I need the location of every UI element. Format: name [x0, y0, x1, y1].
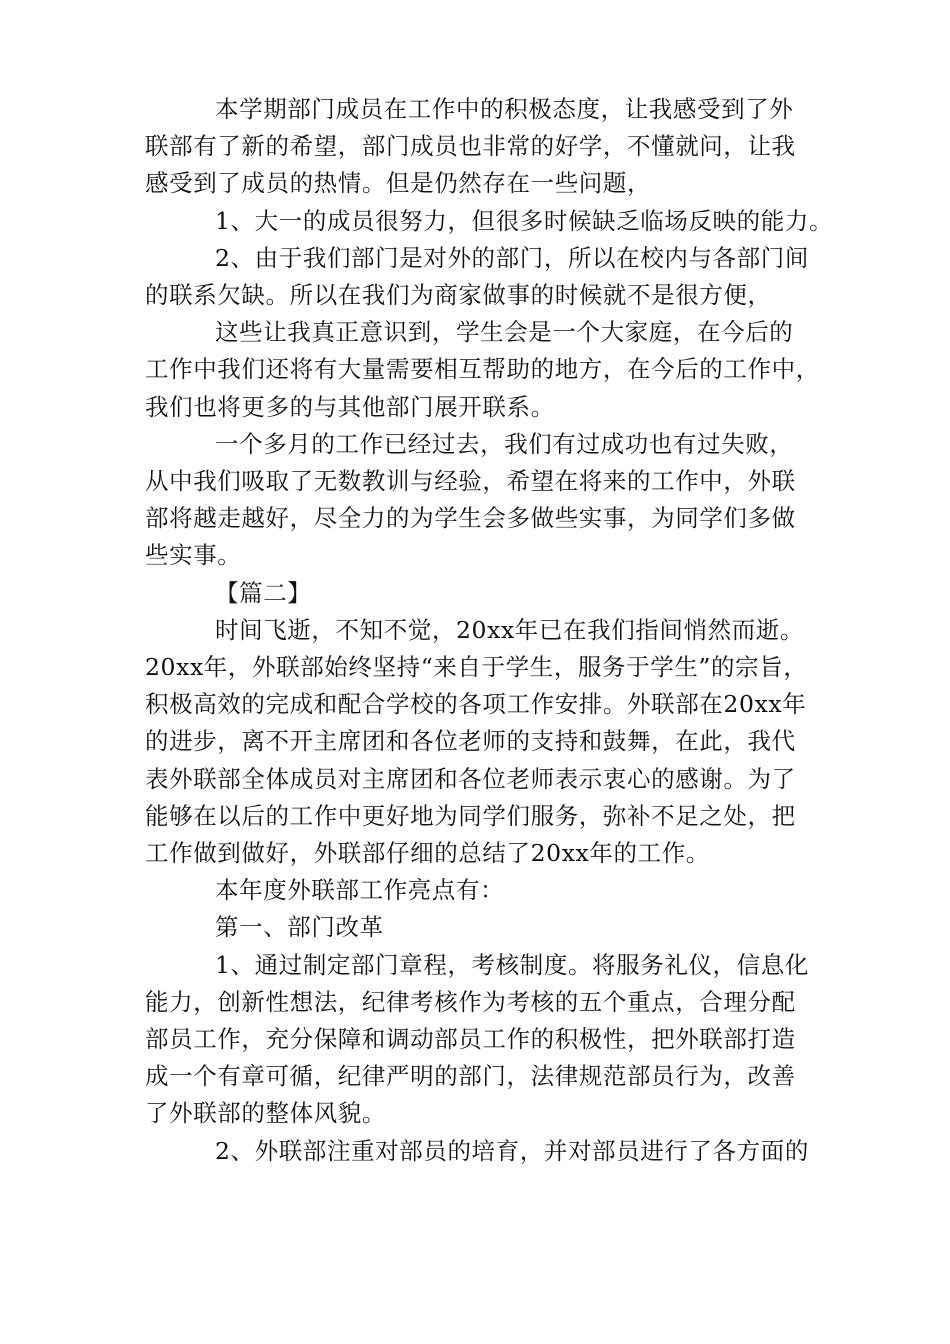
text-line: 些实事。 — [145, 541, 242, 570]
text-line: 感受到了成员的热情。但是仍然存在一些问题， — [145, 169, 652, 198]
text-line: 2、由于我们部门是对外的部门，所以在校内与各部门间 — [215, 243, 809, 272]
text-line: 的进步，离不开主席团和各位老师的支持和鼓舞，在此，我代 — [145, 727, 796, 756]
text-line: 工作中我们还将有大量需要相互帮助的地方，在今后的工作中， — [145, 355, 820, 384]
document-page — [145, 91, 834, 1170]
text-line: 工作做到做好，外联部仔细的总结了20xx年的工作。 — [145, 839, 710, 868]
text-line: 从中我们吸取了无数教训与经验，希望在将来的工作中，外联 — [145, 467, 796, 496]
text-line: 联部有了新的希望，部门成员也非常的好学，不懂就问，让我 — [145, 132, 796, 161]
text-line: 本年度外联部工作亮点有： — [215, 876, 505, 905]
text-line: 了外联部的整体风貌。 — [145, 1099, 386, 1128]
text-line: 表外联部全体成员对主席团和各位老师表示衷心的感谢。为了 — [145, 764, 796, 793]
text-line: 能够在以后的工作中更好地为同学们服务，弥补不足之处，把 — [145, 801, 796, 830]
text-line: 这些让我真正意识到，学生会是一个大家庭，在今后的 — [215, 318, 794, 347]
text-line: 部员工作，充分保障和调动部员工作的积极性，把外联部打造 — [145, 1025, 796, 1054]
section-heading: 【篇二】 — [215, 578, 312, 607]
text-line: 时间飞逝，不知不觉，20xx年已在我们指间悄然而逝。 — [215, 615, 805, 644]
text-line: 1、大一的成员很努力，但很多时候缺乏临场反映的能力。 — [215, 206, 834, 235]
text-line: 成一个有章可循，纪律严明的部门，法律规范部员行为，改善 — [145, 1062, 796, 1091]
text-line: 一个多月的工作已经过去，我们有过成功也有过失败， — [215, 429, 794, 458]
text-line: 部将越走越好，尽全力的为学生会多做些实事，为同学们多做 — [145, 504, 796, 533]
text-line: 本学期部门成员在工作中的积极态度，让我感受到了外 — [215, 95, 794, 123]
text-line: 1、通过制定部门章程，考核制度。将服务礼仪，信息化 — [215, 950, 809, 979]
text-line: 2、外联部注重对部员的培育，并对部员进行了各方面的 — [215, 1136, 809, 1165]
text-line: 能力，创新性想法，纪律考核作为考核的五个重点，合理分配 — [145, 987, 796, 1016]
text-line: 20xx年，外联部始终坚持“来自于学生，服务于学生”的宗旨， — [145, 653, 808, 682]
text-line: 积极高效的完成和配合学校的各项工作安排。外联部在20xx年 — [145, 690, 807, 719]
text-line: 的联系欠缺。所以在我们为商家做事的时候就不是很方便， — [145, 281, 772, 310]
subsection-heading: 第一、部门改革 — [215, 913, 384, 942]
text-line: 我们也将更多的与其他部门展开联系。 — [145, 392, 555, 421]
